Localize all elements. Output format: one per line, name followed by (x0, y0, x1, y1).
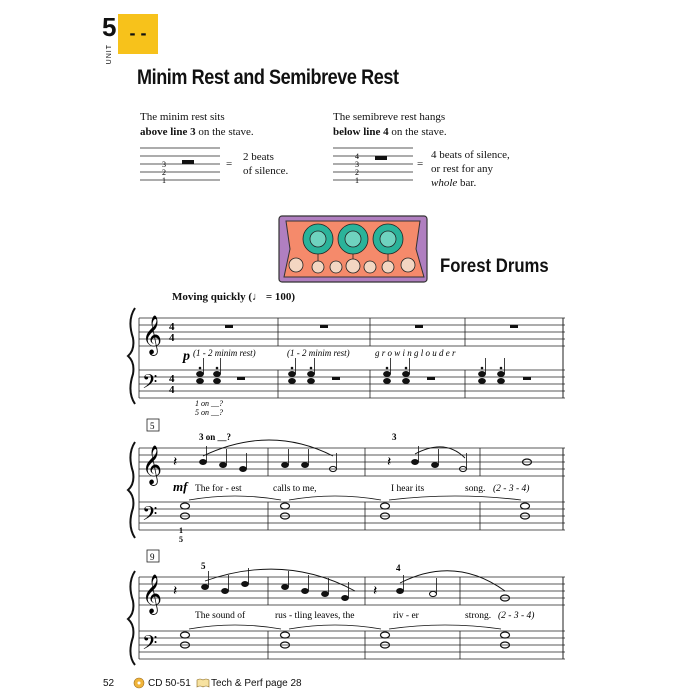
tech-perf-reference: Tech & Perf page 28 (211, 678, 302, 689)
page-number: 52 (103, 678, 115, 689)
semibreve-line-number: 2 (355, 168, 359, 177)
lyric: (2 - 3 - 4) (498, 611, 535, 621)
minim-equals: = (226, 158, 233, 170)
semibreve-description (431, 148, 510, 190)
fingering-3: 3 (392, 432, 397, 442)
minim-line2: on the stave. (195, 126, 254, 138)
fingering-5: 5 (201, 561, 206, 571)
semibreve-desc3: bar. (457, 177, 477, 189)
lh-fingering: 1 (179, 526, 183, 535)
lyric: The sound of (195, 611, 246, 621)
music-system-2 (125, 418, 565, 543)
treble-clef-icon: 𝄞 (142, 317, 163, 354)
tempo-text: Moving quickly ( (172, 291, 253, 303)
tempo-close: ) (291, 291, 296, 303)
dynamic-mezzo-forte: mf (173, 479, 188, 494)
lyric: song. (465, 484, 486, 494)
lyric: (2 - 3 - 4) (493, 484, 530, 494)
minim-bold: above line 3 (140, 126, 196, 138)
annotation: (1 - 2 minim rest) (287, 348, 350, 358)
semibreve-line1: The semibreve rest hangs (333, 111, 446, 123)
semibreve-explanation (333, 110, 447, 140)
cd-icon (133, 677, 145, 689)
semibreve-desc3-italic: whole (431, 177, 458, 189)
lyric: riv - er (393, 611, 419, 621)
bass-clef-icon: 𝄢 (142, 372, 158, 398)
fingering-3: 3 on __? (199, 432, 232, 442)
unit-number: 5 (102, 12, 117, 42)
unit-tab (102, 12, 118, 65)
semibreve-desc2: or rest for any (431, 163, 494, 175)
unit-label: UNIT (106, 44, 113, 65)
minim-desc2: of silence. (243, 165, 289, 177)
semibreve-desc1: 4 beats of silence, (431, 149, 510, 161)
semibreve-line-number: 1 (355, 176, 359, 185)
minim-explanation (140, 110, 254, 140)
forest-drums-illustration (278, 215, 428, 283)
time-signature-bottom: 4 (169, 384, 175, 396)
time-signature-top: 4 (169, 321, 175, 333)
lyric: I hear its (391, 484, 425, 494)
measure-number: 5 (150, 421, 155, 431)
piece-title: Forest Drums (440, 256, 549, 277)
minim-line-number: 3 (162, 160, 166, 169)
page-title: Minim Rest and Semibreve Rest (137, 66, 399, 89)
music-system-1 (125, 300, 565, 420)
quarter-rest-icon: 𝄽 (373, 584, 378, 599)
treble-clef-icon: 𝄞 (142, 447, 163, 484)
lyric: The for - est (195, 484, 242, 494)
quarter-rest-icon: 𝄽 (173, 584, 178, 599)
time-signature-bottom: 4 (169, 332, 175, 344)
lh-fingering: 5 (179, 535, 183, 543)
fingering-5: 5 on __? (195, 408, 223, 417)
quarter-rest-icon: 𝄽 (387, 455, 392, 470)
dynamic-piano: p (183, 349, 190, 364)
minim-line-number: 1 (162, 176, 166, 185)
time-signature-top: 4 (169, 373, 175, 385)
semibreve-line-number: 4 (355, 152, 359, 161)
semibreve-bold: below line 4 (333, 126, 389, 138)
minim-rest-symbol (182, 160, 194, 164)
lyric: rus - tling leaves, the (275, 611, 355, 621)
music-system-3 (125, 547, 565, 667)
semibreve-line-number: 3 (355, 160, 359, 169)
minim-line-number: 2 (162, 168, 166, 177)
tempo-mark: ♩ = 100 (252, 291, 292, 303)
treble-clef-icon: 𝄞 (142, 576, 163, 613)
minim-desc1: 2 beats (243, 151, 274, 163)
minim-description (243, 150, 288, 178)
measure-number: 9 (150, 552, 155, 562)
annotation: (1 - 2 minim rest) (193, 348, 256, 358)
fingering-1: 1 on __? (195, 399, 223, 408)
lyric: strong. (465, 611, 492, 621)
lyric: calls to me, (273, 484, 317, 494)
semibreve-rest-symbol (375, 156, 387, 160)
cd-reference: CD 50-51 (148, 678, 191, 689)
fingering-4: 4 (396, 563, 401, 573)
annotation: g r o w i n g l o u d e r (375, 348, 456, 358)
semibreve-stave (333, 144, 423, 188)
bass-clef-icon: 𝄢 (142, 633, 158, 659)
bass-clef-icon: 𝄢 (142, 504, 158, 530)
book-icon (196, 678, 210, 688)
unit-box: - - (118, 14, 158, 54)
semibreve-line2: on the stave. (388, 126, 447, 138)
minim-stave (140, 144, 233, 188)
quarter-rest-icon: 𝄽 (173, 455, 178, 470)
semibreve-equals: = (417, 158, 424, 170)
minim-line1: The minim rest sits (140, 111, 225, 123)
